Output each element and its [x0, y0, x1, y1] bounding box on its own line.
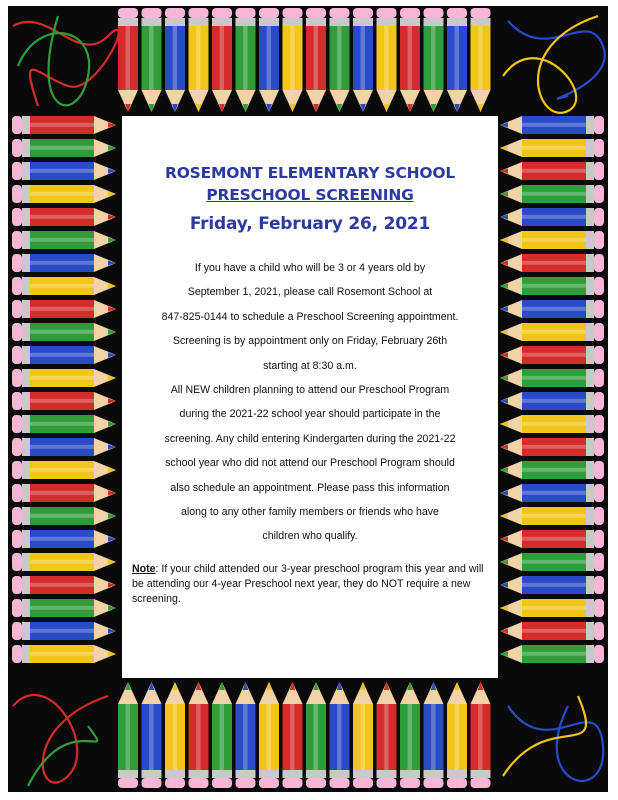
body-text [132, 256, 488, 549]
body-line: All NEW children planning to attend our Preschool Program [170, 384, 450, 397]
note-paragraph [132, 562, 488, 607]
content-panel [122, 116, 498, 678]
body-line: Screening is by appointment only on Friday, February 26th [172, 335, 448, 348]
body-line: starting at 8:30 a.m. [263, 359, 357, 372]
body-line: during the 2021-22 school year should participate in the [179, 408, 441, 421]
note-label: Note [132, 562, 156, 575]
body-line: September 1, 2021, please call Rosemont School at [187, 286, 433, 299]
school-name-heading: ROSEMONT ELEMENTARY SCHOOL [164, 164, 456, 182]
body-line: also schedule an appointment. Please pass this information [170, 481, 450, 494]
body-line: If you have a child who will be 3 or 4 years old by [194, 262, 426, 274]
body-line: 847-825-0144 to schedule a Preschool Screening appointment. [161, 310, 459, 323]
event-date-heading: Friday, February 26, 2021 [189, 214, 431, 234]
body-line: along to any other family members or friends who have [181, 506, 439, 519]
body-line: school year who did not attend our Preschool Program should [165, 457, 455, 470]
program-name-heading: PRESCHOOL SCREENING [206, 186, 414, 204]
body-line: children who qualify. [262, 530, 358, 543]
body-line: screening. Any child entering Kindergarten during the 2021-22 [164, 432, 456, 445]
note-text: : If your child attended our 3-year preschool program this year and will be attending our 4-year Preschool next year, they do NOT require a new screening. [132, 562, 484, 605]
